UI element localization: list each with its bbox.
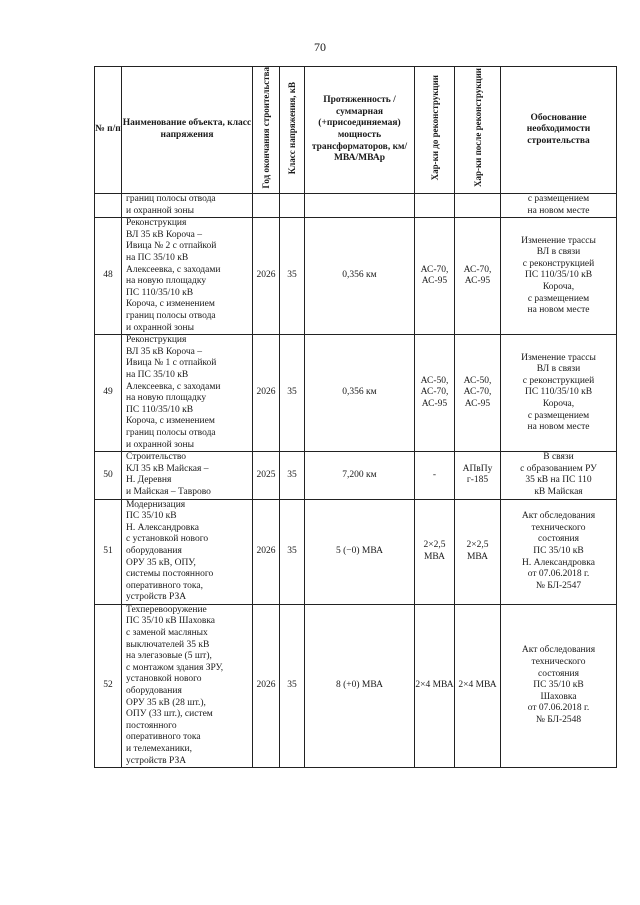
row-number: 52 [95,604,122,767]
object-name-line: оперативного тока, [126,580,203,591]
justification [501,335,617,452]
completion-year: 2026 [253,604,280,767]
object-name-line: и охранной зоны [126,205,194,216]
justification-line: Н. Александровка [522,557,595,568]
object-name [122,452,253,499]
justification-line: кВ Майская [534,486,583,497]
completion-year: 2026 [253,499,280,604]
object-name-line: Строительство [126,452,187,463]
justification-line: Шаховка [540,691,577,702]
object-name-line: на новую площадку [126,276,207,287]
header-justification: Обоснование необходимости строительства [501,67,617,194]
justification-line: с реконструкцией [522,375,595,386]
justification-line: Акт обследования [521,645,596,656]
completion-year: 2026 [253,218,280,335]
justification-line: ПС 110/35/10 кВ [524,387,593,398]
voltage-class: 35 [280,604,305,767]
spec-after [455,194,501,218]
construction-table [94,66,617,768]
object-name [122,194,253,218]
header-after: Хар-ки после реконструкции [455,67,501,194]
justification-line: состояния [538,668,579,679]
row-number: 49 [95,335,122,452]
justification-line: № БЛ-2547 [535,580,582,591]
table-row [95,452,617,499]
justification-line: с размещением [527,293,590,304]
object-name-line: и телемеханики, [126,744,192,755]
justification-line: ПС 35/10 кВ [533,545,584,556]
object-name-line: Алексеевка, с заходами [126,264,221,275]
justification-line: Акт обследования [521,511,596,522]
voltage-class: 35 [280,335,305,452]
justification-line: с реконструкцией [522,258,595,269]
table-row [95,604,617,767]
row-number [95,194,122,218]
justification-line: ПС 35/10 кВ [533,680,584,691]
object-name-line: Алексеевка, с заходами [126,381,221,392]
justification-line: на новом месте [527,422,590,433]
object-name-line: границ полосы отвода [126,194,216,205]
object-name-line: ОРУ 35 кВ (28 шт.), [126,697,206,708]
completion-year: 2026 [253,335,280,452]
length-capacity: 0,356 км [305,218,415,335]
justification-line: Изменение трассы [521,352,596,363]
object-name-line: ПС 110/35/10 кВ [126,404,194,415]
justification-line: от 07.06.2018 г. [527,569,590,580]
spec-after: 2×2,5 МВА [455,499,501,604]
header-voltage: Класс напряжения, кВ [280,67,305,194]
object-name-line: ВЛ 35 кВ Короча – [126,346,202,357]
object-name-line: ПС 35/10 кВ Шаховка [126,616,216,627]
object-name-line: устройств РЗА [126,755,187,766]
length-capacity: 7,200 км [305,452,415,499]
row-number: 51 [95,499,122,604]
object-name [122,218,253,335]
justification-line: с размещением [527,410,590,421]
object-name-line: оборудования [126,545,182,556]
object-name-line: с монтажом здания ЗРУ, [126,662,224,673]
completion-year: 2025 [253,452,280,499]
justification [501,604,617,767]
object-name [122,499,253,604]
justification [501,194,617,218]
object-name-line: и Майская – Таврово [126,486,211,497]
table-row [95,194,617,218]
object-name-line: постоянного [126,720,177,731]
object-name-line: Ивица № 2 с отпайкой [126,241,217,252]
voltage-class: 35 [280,452,305,499]
table-row [95,499,617,604]
justification-line: № БЛ-2548 [535,715,582,726]
justification [501,452,617,499]
voltage-class: 35 [280,499,305,604]
spec-before: - [415,452,455,499]
justification-line: ВЛ в связи [536,364,581,375]
justification-line: В связи [543,452,574,463]
voltage-class: 35 [280,218,305,335]
justification-line: состояния [538,534,579,545]
spec-after: АПвПу г-185 [455,452,501,499]
justification-line: 35 кВ на ПС 110 [525,475,592,486]
justification-line: с образованием РУ [520,463,597,474]
object-name-line: Реконструкция [126,218,187,229]
row-number: 48 [95,218,122,335]
length-capacity: 5 (−0) МВА [305,499,415,604]
object-name-line: Реконструкция [126,335,187,346]
object-name-line: и охранной зоны [126,439,194,450]
spec-before: 2×4 МВА [415,604,455,767]
object-name-line: оперативного тока [126,732,201,743]
object-name-line: с установкой нового [126,534,209,545]
object-name-line: устройств РЗА [126,592,187,603]
spec-before: АС-50, АС-70, АС-95 [415,335,455,452]
justification-line: ВЛ в связи [536,247,581,258]
object-name-line: Модернизация [126,499,186,510]
header-row [95,67,617,194]
object-name-line: ВЛ 35 кВ Короча – [126,229,202,240]
object-name-line: ОРУ 35 кВ, ОПУ, [126,557,196,568]
justification-line: с размещением [527,194,590,205]
header-num: № п/п [95,67,122,194]
justification-line: Короча, [542,282,575,293]
object-name-line: на ПС 35/10 кВ [126,253,189,264]
object-name-line: установкой нового [126,674,202,685]
object-name-line: ОПУ (33 шт.), систем [126,709,213,720]
object-name-line: Короча, с изменением [126,299,215,310]
object-name-line: Н. Александровка [126,522,199,533]
length-capacity: 0,356 км [305,335,415,452]
justification-line: технического [531,657,586,668]
justification-line: ПС 110/35/10 кВ [524,270,593,281]
voltage-class [280,194,305,218]
table-row [95,335,617,452]
justification-line: технического [531,522,586,533]
object-name-line: Короча, с изменением [126,416,215,427]
justification-line: от 07.06.2018 г. [527,703,590,714]
justification [501,499,617,604]
object-name-line: ПС 35/10 кВ [126,511,177,522]
row-number: 50 [95,452,122,499]
spec-before [415,194,455,218]
completion-year [253,194,280,218]
object-name-line: Техперевооружение [126,604,207,615]
spec-after: АС-50, АС-70, АС-95 [455,335,501,452]
object-name-line: на элегазовые (5 шт), [126,651,212,662]
length-capacity [305,194,415,218]
object-name-line: Ивица № 1 с отпайкой [126,358,217,369]
header-length: Протяженность / суммарная (+присоединяемая) мощность трансформаторов, км/МВА/МВАр [305,67,415,194]
justification-line: Короча, [542,399,575,409]
object-name-line: границ полосы отвода [126,311,216,322]
spec-after: 2×4 МВА [455,604,501,767]
length-capacity: 8 (+0) МВА [305,604,415,767]
object-name-line: оборудования [126,686,182,697]
object-name [122,335,253,452]
table-row [95,218,617,335]
object-name-line: системы постоянного [126,569,214,580]
object-name-line: границ полосы отвода [126,427,216,438]
spec-after: АС-70, АС-95 [455,218,501,335]
page-number: 70 [314,40,326,54]
header-year: Год окончания строительства [253,67,280,194]
object-name-line: и охранной зоны [126,322,194,333]
object-name-line: КЛ 35 кВ Майская – [126,463,209,474]
object-name-line: на новую площадку [126,393,207,404]
object-name-line: выключателей 35 кВ [126,639,210,650]
spec-before: АС-70, АС-95 [415,218,455,335]
object-name-line: с заменой масляных [126,628,208,639]
object-name-line: на ПС 35/10 кВ [126,370,189,381]
spec-before: 2×2,5 МВА [415,499,455,604]
header-before: Хар-ки до реконструкции [415,67,455,194]
object-name-line: Н. Деревня [126,475,172,486]
object-name [122,604,253,767]
object-name-line: ПС 110/35/10 кВ [126,287,194,298]
header-name: Наименование объекта, класс напряжения [122,67,253,194]
justification-line: Изменение трассы [521,235,596,246]
justification [501,218,617,335]
justification-line: на новом месте [527,205,590,216]
justification-line: на новом месте [527,305,590,316]
